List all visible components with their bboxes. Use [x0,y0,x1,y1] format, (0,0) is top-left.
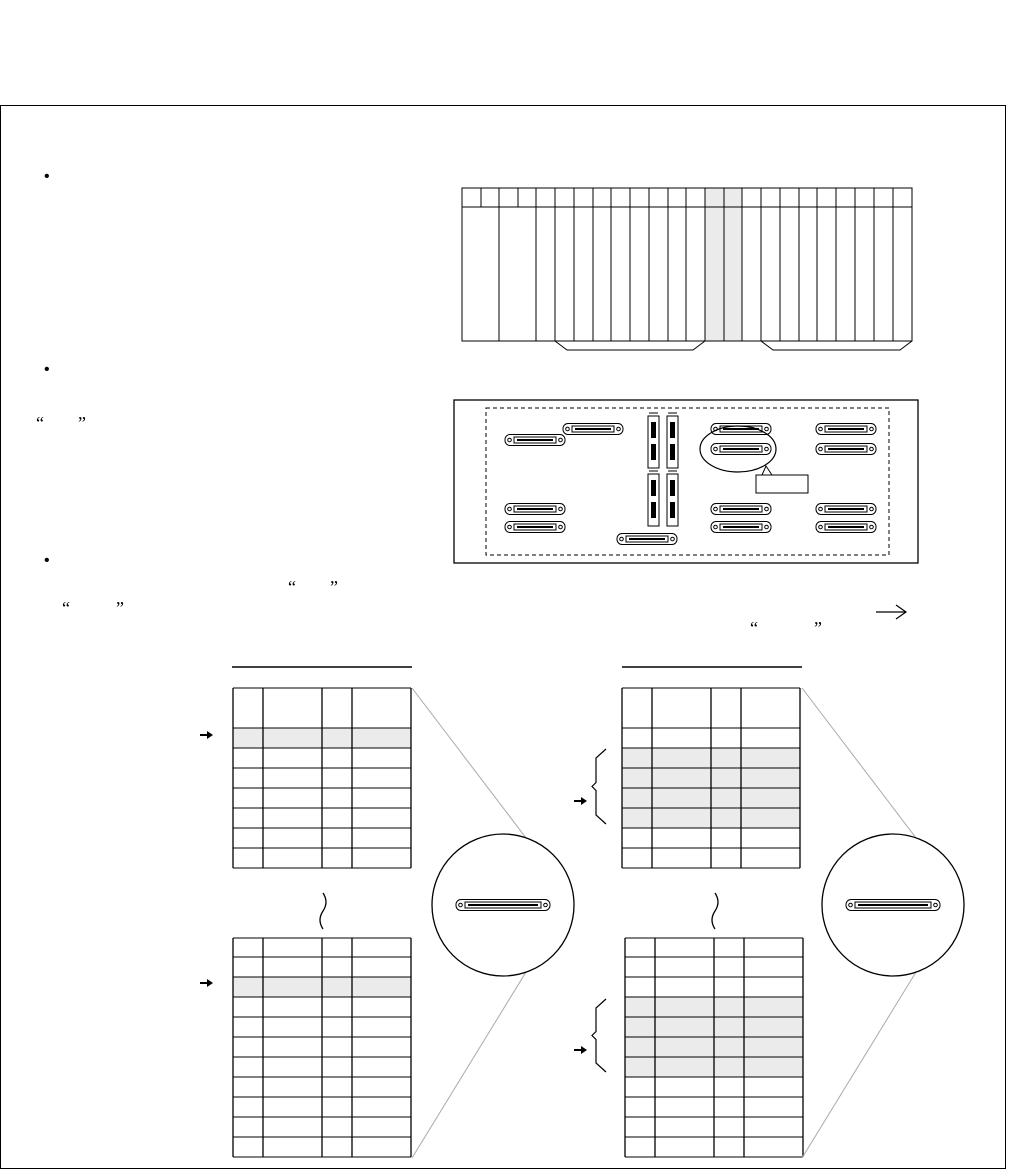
bullet-3: • [44,552,50,569]
open-quote: “ [36,413,44,433]
close-quote: ” [814,618,822,638]
module-rack [462,188,912,350]
rack-slot-highlight [724,188,742,341]
dsub-connector [505,435,565,446]
row-group-brace [592,749,606,824]
dsub-connector [816,444,876,455]
connector-zoom [802,688,964,1158]
dsub-connector [816,522,876,533]
dsub-connector [816,504,876,515]
pin-table-right-lower [625,938,803,1157]
row-pointer-arrow [574,797,587,805]
dsub-connector [456,900,550,911]
close-quote: ” [78,413,86,433]
table-break-mark [320,893,326,929]
vertical-slot-connector [667,413,678,468]
zoom-leader-line [802,688,916,838]
dsub-connector [711,444,771,455]
dsub-connector [711,522,771,533]
dsub-connector [505,522,565,533]
zoom-leader-line [412,972,526,1158]
row-pointer-arrow [200,979,213,987]
rack-group-bracket [761,341,912,350]
bullet-2: • [44,361,50,378]
pin-table-right-upper [622,688,800,868]
dsub-connector [563,424,623,435]
zoom-leader-line [412,688,526,838]
rack-slot-highlight [705,188,724,341]
rack-group-bracket [555,341,705,350]
close-quote: ” [330,577,338,597]
vertical-slot-connector [667,471,678,526]
close-quote: ” [116,598,124,618]
rack-outline [462,188,912,341]
pin-table-left-upper [233,688,411,868]
pin-table-left-lower [233,938,411,1157]
row-pointer-arrow [574,1046,587,1054]
callout-label-box [756,466,808,493]
open-quote: “ [62,598,70,618]
right-arrow-icon [876,605,906,619]
connector-zoom [412,688,574,1158]
open-quote: “ [288,577,296,597]
dsub-connector [505,504,565,515]
board-layout [454,400,918,563]
vertical-slot-connector [648,471,659,526]
zoom-leader-line [802,972,916,1158]
dsub-connector [617,534,677,545]
vertical-slot-connector [648,413,659,468]
open-quote: “ [750,618,758,638]
row-pointer-arrow [200,731,213,739]
dsub-connector [816,424,876,435]
bullet-1: • [44,168,50,185]
table-break-mark [712,893,718,929]
dsub-connector [846,900,940,911]
dsub-connector [711,504,771,515]
row-group-brace [592,999,606,1072]
